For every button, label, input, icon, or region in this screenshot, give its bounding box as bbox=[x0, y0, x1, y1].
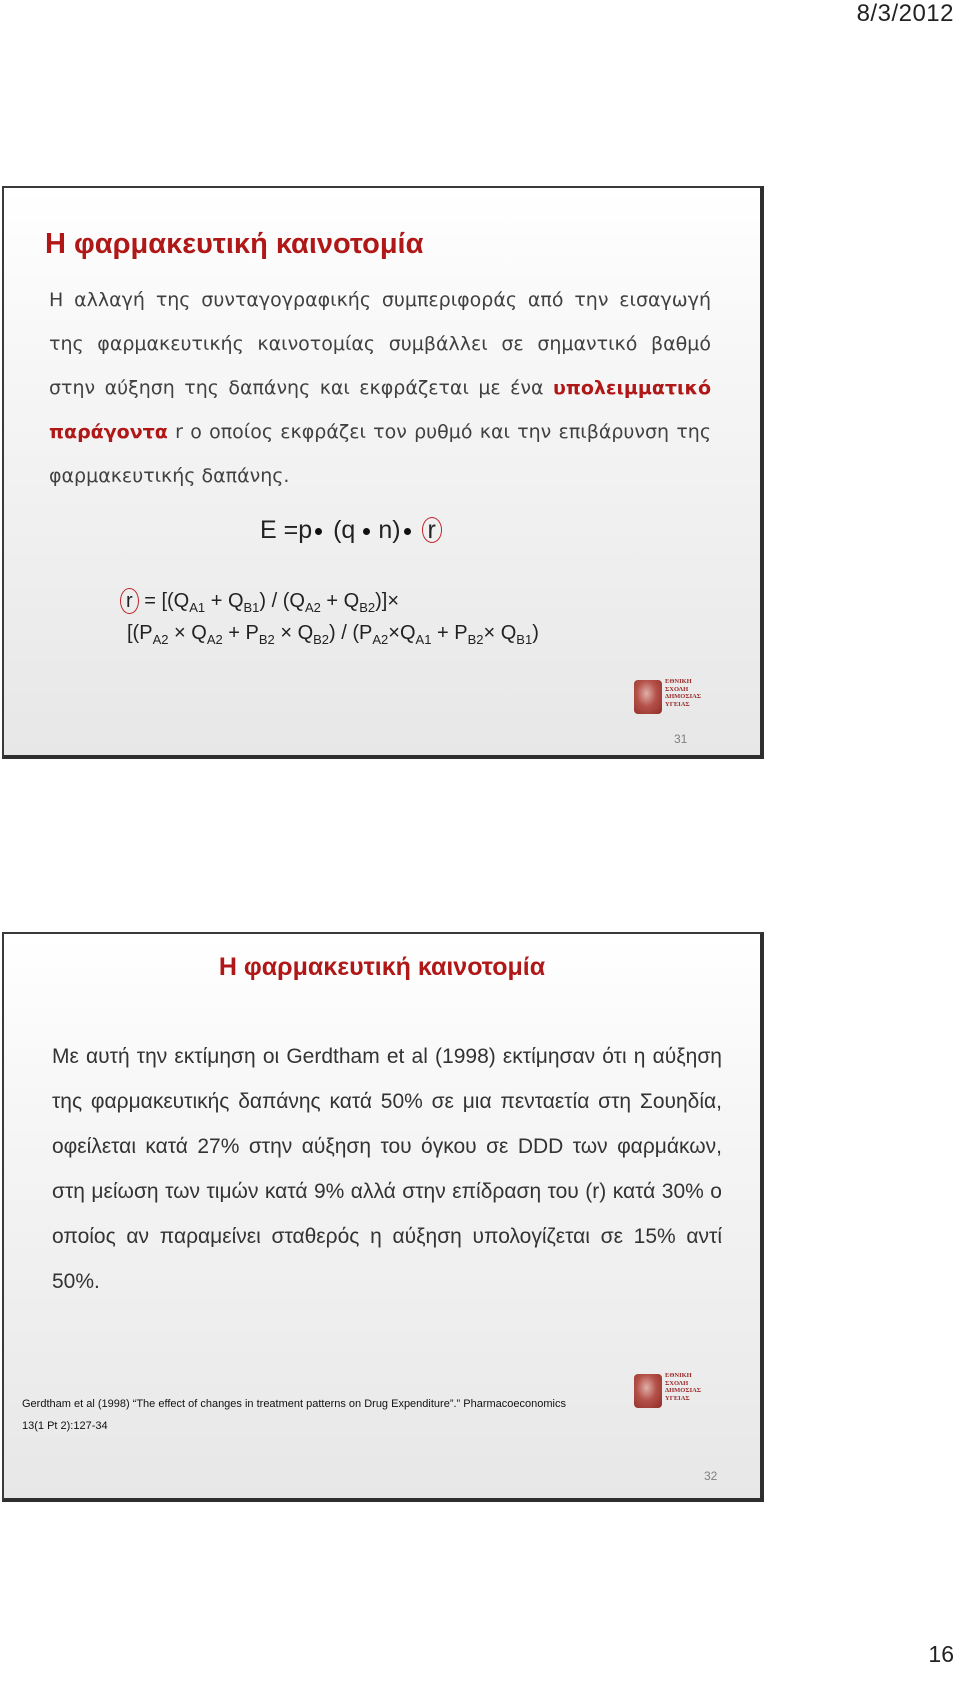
r-formula-line-2 bbox=[127, 622, 539, 647]
page-number: 16 bbox=[928, 1641, 954, 1667]
formula-text: + Q bbox=[205, 590, 244, 612]
reference-line: Gerdtham et al (1998) “The effect of changes in treatment patterns on Drug Expenditure”.” Pharmacoeconomics bbox=[22, 1398, 566, 1410]
formula-text: + P bbox=[431, 622, 468, 644]
formula-subscript: A2 bbox=[206, 632, 223, 647]
formula-subscript: B2 bbox=[467, 632, 484, 647]
page-date: 8/3/2012 bbox=[856, 0, 954, 27]
formula-q: (q bbox=[333, 516, 356, 544]
formula-subscript: B2 bbox=[359, 600, 376, 615]
body-text-part: r ο οποίος εκφράζει τον ρυθμό και την επιβάρυνση της φαρμακευτικής δαπάνης. bbox=[49, 421, 711, 487]
logo-text-line: ΥΓΕΙΑΣ bbox=[665, 1394, 690, 1402]
formula-subscript: B2 bbox=[258, 632, 275, 647]
formula-text: = [(Q bbox=[138, 590, 190, 612]
slide-number: 31 bbox=[674, 732, 688, 746]
slide-32 bbox=[2, 932, 764, 1502]
slide-number: 32 bbox=[704, 1469, 718, 1483]
formula-text: + P bbox=[222, 622, 259, 644]
formula-subscript: A2 bbox=[372, 632, 389, 647]
formula-lhs: E =p bbox=[260, 516, 313, 544]
formula-text: ) bbox=[532, 622, 539, 644]
slide-body-text: Με αυτή την εκτίμηση οι Gerdtham et al (1998) εκτίμησαν ότι η αύξηση της φαρμακευτικής δαπάνης κατά 50% σε μια πενταετία στη Σουηδία, οφείλεται κατά 27% στην αύξηση του όγκου σε DDD των φαρμάκων, στη μείωση των τιμών κατά 9% αλλά στην επίδραση του (r) κατά 30% ο οποίος αν παραμείνει σταθερός η αύξηση υπολογίζεται σε 15% αντί 50%. bbox=[52, 1045, 722, 1293]
slide-31 bbox=[2, 186, 764, 759]
logo-text-line: ΕΘΝΙΚΗ bbox=[665, 1372, 692, 1379]
school-logo bbox=[634, 1372, 716, 1412]
slide-body-text bbox=[49, 278, 711, 498]
formula-text: × Q bbox=[168, 622, 207, 644]
logo-text-line: ΕΘΝΙΚΗ bbox=[665, 678, 692, 685]
formula-subscript: A2 bbox=[304, 600, 321, 615]
formula-text: × Q bbox=[483, 622, 517, 644]
multiplication-dot bbox=[404, 528, 411, 535]
logo-text-line: ΥΓΕΙΑΣ bbox=[665, 700, 690, 708]
reference-line: 13(1 Pt 2):127-34 bbox=[22, 1420, 108, 1432]
slide-title: Η φαρμακευτική καινοτομία bbox=[45, 228, 424, 260]
logo-emblem-icon bbox=[634, 680, 662, 714]
circled-r: r bbox=[422, 517, 442, 543]
circled-r: r bbox=[120, 588, 139, 614]
formula-subscript: A1 bbox=[189, 600, 206, 615]
formula-text: )]× bbox=[375, 590, 400, 612]
multiplication-dot bbox=[363, 528, 370, 535]
logo-emblem-icon bbox=[634, 1374, 662, 1408]
formula-text: ×Q bbox=[388, 622, 416, 644]
formula-subscript: A2 bbox=[152, 632, 169, 647]
school-logo bbox=[634, 678, 716, 718]
body-text-part: Η αλλαγή της συνταγογραφικής συμπεριφοράς από την εισαγωγή της φαρμακευτικής καινοτομίας συμβάλλει σε σημαντικό βαθμό στην αύξηση της δαπάνης και εκφράζεται με ένα bbox=[49, 289, 711, 399]
logo-text-line: ΣΧΟΛΗ bbox=[665, 685, 689, 693]
r-formula-line-1 bbox=[120, 588, 399, 615]
formula-subscript: B1 bbox=[516, 632, 533, 647]
formula-text: ) / (Q bbox=[259, 590, 305, 612]
multiplication-dot bbox=[315, 528, 322, 535]
highlighted-term: υπολειμματικό παράγοντα bbox=[49, 377, 711, 443]
logo-text-line: ΔΗΜΟΣΙΑΣ bbox=[665, 693, 702, 700]
slide-title: Η φαρμακευτική καινοτομία bbox=[218, 953, 546, 981]
formula-text: ) / (P bbox=[329, 622, 373, 644]
formula-text: [(P bbox=[127, 622, 153, 644]
formula-n: n) bbox=[378, 516, 401, 544]
formula-subscript: B2 bbox=[313, 632, 330, 647]
formula-subscript: A1 bbox=[415, 632, 432, 647]
formula-text: + Q bbox=[320, 590, 360, 612]
logo-text bbox=[665, 678, 701, 708]
logo-text-line: ΣΧΟΛΗ bbox=[665, 1379, 689, 1387]
logo-text-line: ΔΗΜΟΣΙΑΣ bbox=[665, 1387, 702, 1394]
main-formula bbox=[260, 516, 442, 545]
citation-reference bbox=[22, 1393, 622, 1437]
formula-text: × Q bbox=[274, 622, 314, 644]
formula-subscript: B1 bbox=[243, 600, 260, 615]
logo-text bbox=[665, 1372, 701, 1402]
